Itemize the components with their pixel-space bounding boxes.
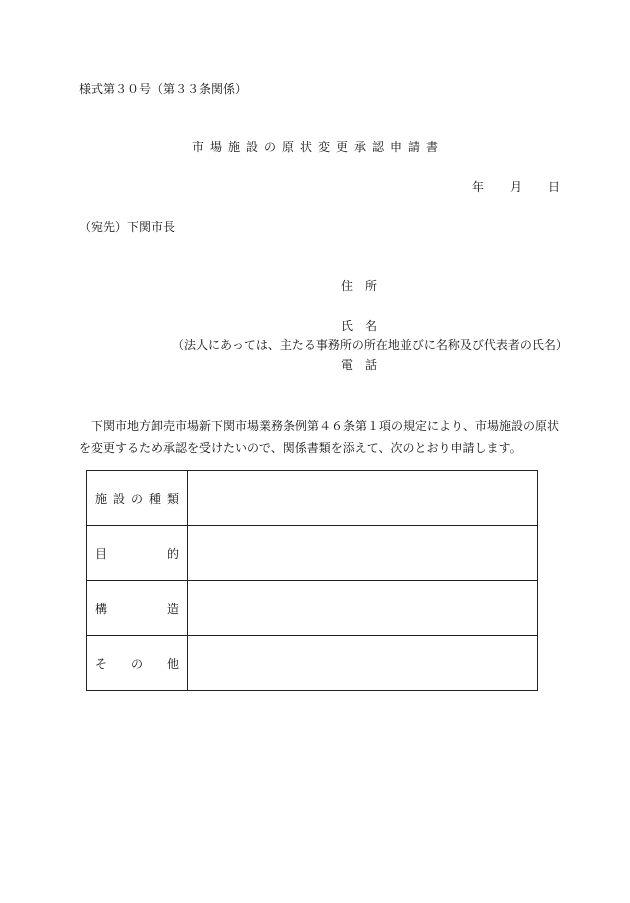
table-row <box>87 526 538 581</box>
row-label-structure: 構 造 <box>87 581 188 636</box>
row-value-facility-type[interactable] <box>188 471 538 526</box>
applicant-name-note: （法人にあっては、主たる事務所の所在地並びに名称及び代表者の氏名） <box>172 338 568 352</box>
row-value-structure[interactable] <box>188 581 538 636</box>
row-label-purpose: 目 的 <box>87 526 188 581</box>
table-row <box>87 581 538 636</box>
row-label-facility-type: 施 設 の 種 類 <box>87 471 188 526</box>
document-title: 市場施設の原状変更承認申請書 <box>191 140 444 154</box>
applicant-name-label: 氏名 <box>341 319 390 333</box>
row-value-purpose[interactable] <box>188 526 538 581</box>
table-row <box>87 636 538 691</box>
table-row <box>87 471 538 526</box>
date-year-label: 年 <box>472 180 485 194</box>
date-day-label: 日 <box>548 180 561 194</box>
applicant-phone-label: 電話 <box>341 358 390 372</box>
detail-table <box>86 470 538 691</box>
addressee: （宛先）下関市長 <box>79 220 176 234</box>
date-month-label: 月 <box>510 180 523 194</box>
form-number: 様式第３０号（第３３条関係） <box>79 82 248 96</box>
row-label-other: そ の 他 <box>87 636 188 691</box>
applicant-address-label: 住所 <box>341 279 390 293</box>
body-text: 下関市地方卸売市場新下関市場業務条例第４６条第１項の規定により、市場施設の原状を変更するため承認を受けたいので、関係書類を添えて、次のとおり申請します。 <box>79 419 560 455</box>
row-value-other[interactable] <box>188 636 538 691</box>
date-line <box>472 181 560 193</box>
